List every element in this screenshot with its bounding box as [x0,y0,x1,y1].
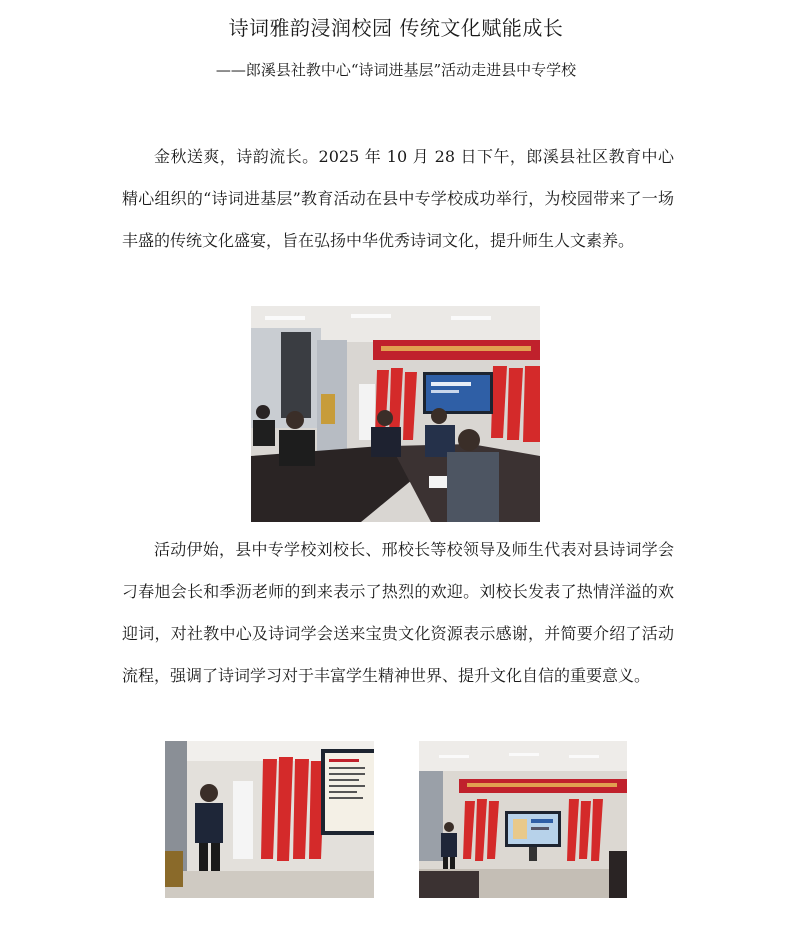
classroom-photo [419,741,627,898]
article-subtitle: ——郎溪县社教中心“诗词进基层”活动走进县中专学校 [215,61,577,79]
meeting-photo [251,306,540,522]
speaker-photo [165,741,374,898]
article-title: 诗词雅韵浸润校园 传统文化赋能成长 [228,16,564,40]
paragraph-welcome: 活动伊始，县中专学校刘校长、邢校长等校领导及师生代表对县诗词学会刁春旭会长和季沥老师的到来表示了热烈的欢迎。刘校长发表了热情洋溢的欢迎词，对社教中心及诗词学会送来宝贵文化资源表示感谢，并简要介绍了活动流程，强调了诗词学习对于丰富学生精神世界、提升文化自信的重要意义。 [122,540,674,685]
paragraph-intro: 金秋送爽，诗韵流长。2025 年 10 月 28 日下午，郎溪县社区教育中心精心组织的“诗词进基层”教育活动在县中专学校成功举行，为校园带来了一场丰盛的传统文化盛宴，旨在弘扬中华优秀诗词文化，提升师生人文素养。 [122,147,674,250]
